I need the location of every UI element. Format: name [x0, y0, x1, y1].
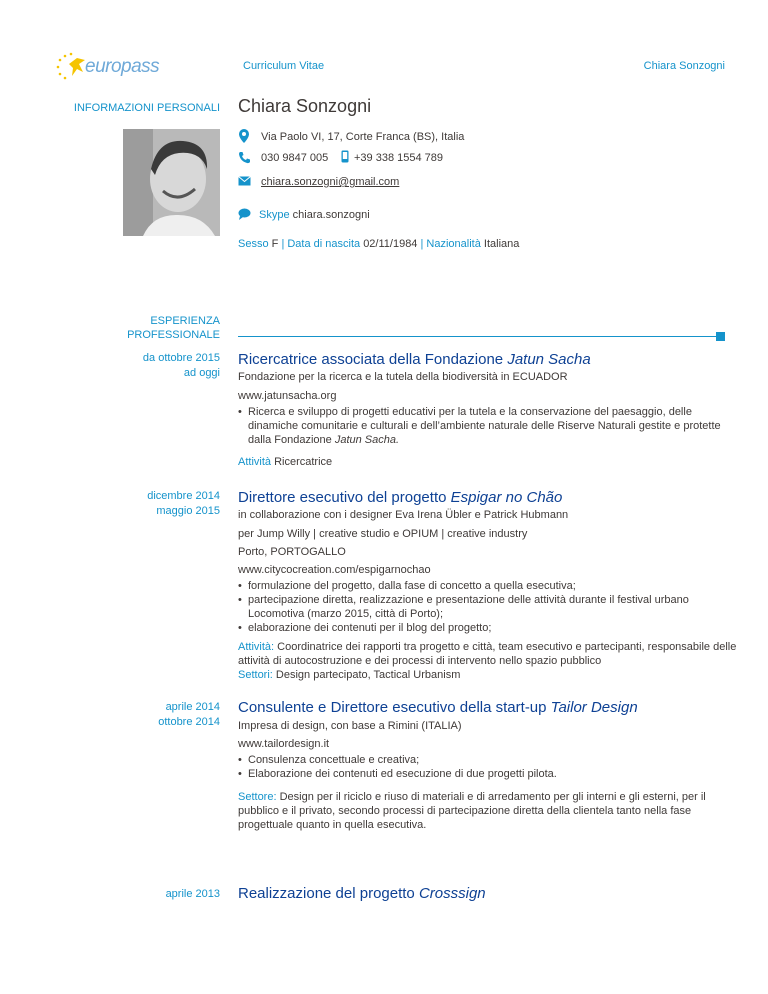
job-title-text: Direttore esecutivo del progetto	[238, 489, 451, 506]
bullet-text: Ricerca e sviluppo di progetti educativi per la tutela e la conservazione del paesaggio, delle	[248, 406, 692, 418]
job-title-text: Realizzazione del progetto	[238, 885, 419, 902]
job-title-emphasis: Jatun Sacha	[507, 351, 591, 368]
phone: 030 9847 005	[261, 152, 329, 164]
job-detail: in collaborazione con i designer Eva Irena Übler e Patrick Hubmann	[238, 509, 569, 521]
job-title	[238, 699, 638, 716]
job-activity	[238, 455, 332, 469]
person-name: Chiara Sonzogni	[238, 96, 372, 116]
mobile-phone: +39 338 1554 789	[354, 152, 444, 164]
birth-value: 02/11/1984	[363, 238, 418, 250]
list-item	[238, 767, 728, 781]
separator: |	[281, 238, 285, 250]
activity-label: Attività:	[238, 641, 275, 653]
skype-id: chiara.sonzogni	[292, 209, 370, 221]
job-title-text: Consulente e Direttore esecutivo della start-up	[238, 699, 551, 716]
bullet-text: partecipazione diretta, realizzazione e presentazione delle attività durante il festival urbano	[248, 594, 689, 606]
nationality-value: Italiana	[483, 238, 520, 250]
job-url[interactable]: www.jatunsacha.org	[238, 390, 337, 402]
job-title-emphasis: Crosssign	[418, 885, 486, 902]
sector-value: progettuale quanto in quella esecutiva.	[238, 819, 427, 831]
separator: |	[420, 238, 424, 250]
skype-row	[259, 208, 370, 222]
bullet-text: Locomotiva (marzo 2015, città di Porto);	[248, 608, 444, 620]
profile-photo	[123, 129, 220, 236]
job-title-emphasis: Tailor Design	[550, 699, 638, 716]
job-date	[166, 887, 220, 902]
job-date	[143, 351, 220, 381]
logo-text: europass	[85, 56, 160, 77]
chat-icon	[238, 208, 251, 220]
job-title	[238, 885, 486, 902]
job-date-end: maggio 2015	[156, 505, 220, 517]
section-label-personal: INFORMAZIONI PERSONALI	[73, 102, 220, 114]
email-link[interactable]: chiara.sonzogni@gmail.com	[261, 176, 400, 188]
mobile-icon	[341, 150, 349, 163]
job-organization: Impresa di design, con base a Rimini (ITALIA)	[238, 720, 462, 732]
job-title	[238, 351, 591, 368]
sector-value: Design per il riciclo e riuso di materiali e di arredamento per gli interni e gli esterni, per il	[279, 791, 706, 803]
portrait-image	[123, 129, 220, 236]
bullet-text: dinamiche comunitarie e culturali e dell’ambiente naturale delle Riserve Naturali gestite e protette	[248, 420, 721, 432]
sector-value: Design partecipato, Tactical Urbanism	[275, 669, 461, 681]
section-label-experience	[127, 314, 220, 342]
activity-value: attività di autocostruzione e dei processi di intervento nello spazio pubblico	[238, 655, 602, 667]
job-date	[147, 489, 220, 519]
job-date-end: ad oggi	[183, 367, 220, 379]
activity-value: Coordinatrice dei rapporti tra progetto e città, team esecutivo e partecipanti, responsabile delle	[277, 641, 737, 653]
bullet-text: Consulenza concettuale e creativa;	[248, 754, 420, 766]
bullet-text: Elaborazione dei contenuti ed esecuzione di due progetti pilota.	[248, 768, 557, 780]
skype-label: Skype	[259, 209, 290, 221]
job-organization: Fondazione per la ricerca e la tutela della biodiversità in ECUADOR	[238, 371, 568, 383]
list-item	[238, 405, 728, 447]
list-item	[238, 579, 728, 593]
job-bullets	[238, 405, 728, 447]
section-label-line-1: ESPERIENZA	[150, 315, 220, 327]
job-url[interactable]: www.tailordesign.it	[238, 738, 330, 750]
location-icon	[238, 129, 250, 143]
section-divider	[238, 336, 716, 337]
bullet-text: formulazione del progetto, dalla fase di concetto a quella esecutiva;	[248, 580, 576, 592]
job-date	[158, 700, 220, 730]
address: Via Paolo VI, 17, Corte Franca (BS), Italia	[261, 131, 465, 143]
sex-label: Sesso	[238, 238, 269, 250]
nationality-label: Nazionalità	[426, 238, 481, 250]
job-detail: Porto, PORTOGALLO	[238, 546, 346, 558]
list-item	[238, 753, 728, 767]
bullet-text: elaborazione dei contenuti per il blog del progetto;	[248, 622, 492, 634]
sector-label: Settore:	[238, 791, 277, 803]
job-url[interactable]: www.citycocreation.com/espigarnochao	[238, 564, 431, 576]
sex-value: F	[271, 238, 279, 250]
bullet-emphasis: Jatun Sacha.	[334, 434, 400, 446]
doc-owner-name: Chiara Sonzogni	[643, 60, 725, 72]
job-date-end: ottobre 2014	[158, 716, 220, 728]
birth-label: Data di nascita	[287, 238, 361, 250]
email-icon	[238, 176, 251, 186]
section-label-line-2: PROFESSIONALE	[127, 329, 220, 341]
list-item	[238, 621, 728, 635]
job-date-start: aprile 2013	[165, 888, 220, 900]
doc-title: Curriculum Vitae	[243, 60, 325, 72]
job-sector	[238, 790, 738, 832]
job-title-text: Ricercatrice associata della Fondazione	[238, 351, 508, 368]
job-date-start: aprile 2014	[165, 701, 220, 713]
activity-value: Ricercatrice	[274, 456, 333, 468]
section-divider-marker	[716, 332, 725, 341]
list-item	[238, 593, 728, 621]
europass-logo	[55, 50, 165, 84]
activity-label: Attività	[238, 456, 272, 468]
job-title	[238, 489, 562, 506]
sector-label: Settori:	[238, 669, 273, 681]
job-date-start: da ottobre 2015	[142, 352, 220, 364]
sector-value: pubblico e il privato, secondo processi di partecipazione diretta della clientela tanto nella fase	[238, 805, 692, 817]
job-bullets	[238, 753, 728, 781]
phone-icon	[238, 151, 251, 164]
job-date-start: dicembre 2014	[147, 490, 220, 502]
job-bullets	[238, 579, 728, 635]
europass-star-figure-icon	[55, 50, 89, 84]
job-activity	[238, 640, 738, 682]
personal-details-row	[238, 237, 519, 251]
job-title-emphasis: Espigar no Chão	[450, 489, 563, 506]
job-detail: per Jump Willy | creative studio e OPIUM | creative industry	[238, 528, 528, 540]
bullet-text: dalla Fondazione	[248, 434, 335, 446]
